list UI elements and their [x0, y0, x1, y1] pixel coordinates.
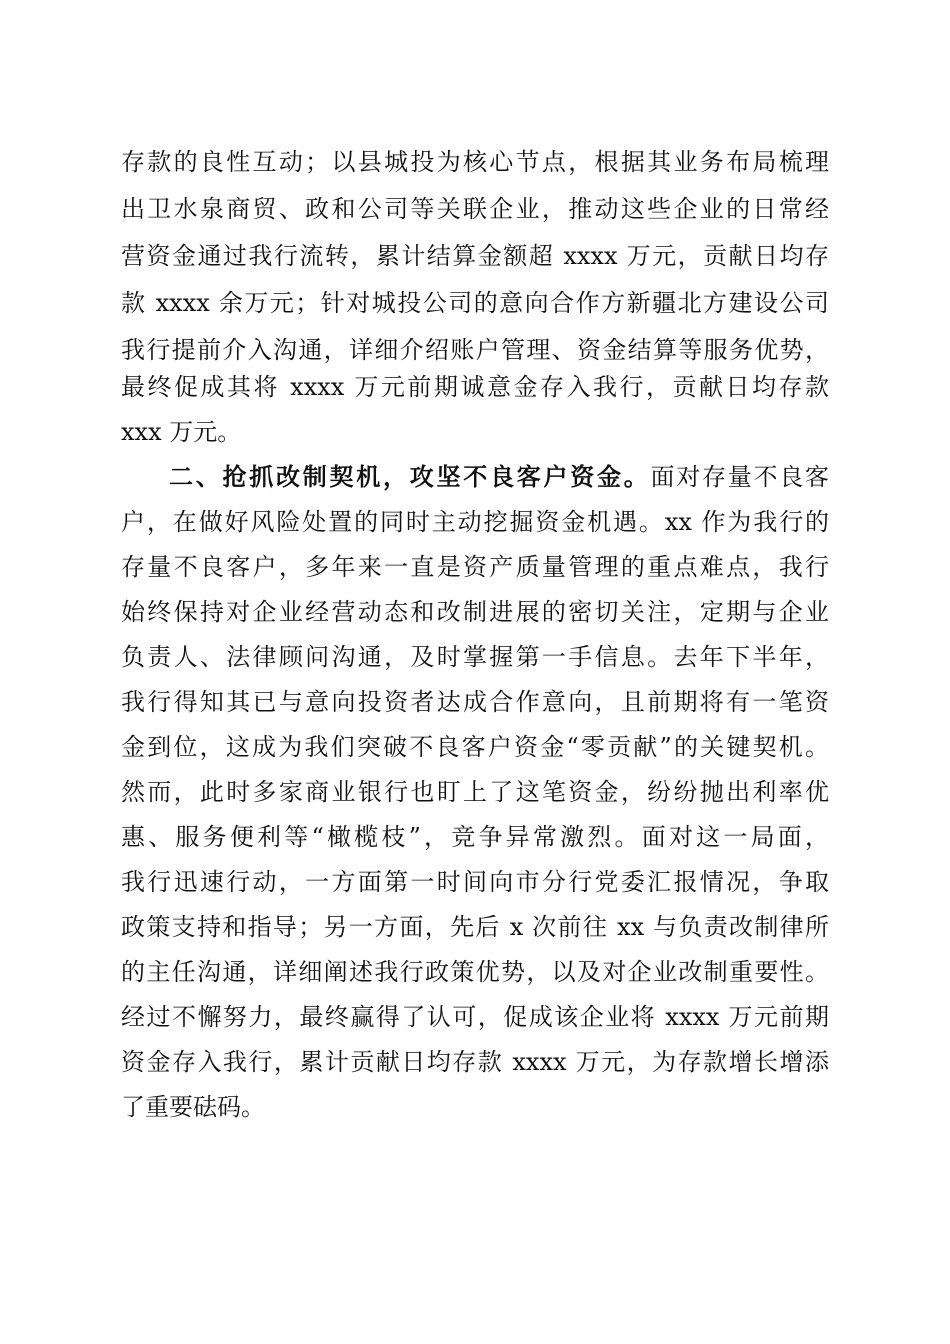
paragraph-1-line-1: 存款的良性互动；以县城投为核心节点，根据其业务布局梳理 [121, 148, 829, 176]
paragraph-1-line-4: 款 xxxx 余万元；针对城投公司的意向合作方新疆北方建设公司 [121, 289, 829, 317]
section-heading: 二、抢抓改制契机，攻坚不良客户资金。 [169, 463, 651, 491]
paragraph-1-line-5: 我行提前介入沟通，详细介绍账户管理、资金结算等服务优势， [121, 336, 829, 364]
paragraph-2-line-14: 资金存入我行，累计贡献日均存款 xxxx 万元，为存款增长增添 [121, 1048, 829, 1076]
paragraph-2-line-3: 存量不良客户，多年来一直是资产质量管理的重点难点，我行 [121, 553, 829, 581]
paragraph-2-line-13: 经过不懈努力，最终赢得了认可，促成该企业将 xxxx 万元前期 [121, 1003, 829, 1031]
paragraph-2-line-6: 我行得知其已与意向投资者达成合作意向，且前期将有一笔资 [121, 688, 829, 716]
paragraph-1-line-3: 营资金通过我行流转，累计结算金额超 xxxx 万元，贡献日均存 [121, 242, 829, 270]
paragraph-2-line-5: 负责人、法律顾问沟通，及时掌握第一手信息。去年下半年， [121, 643, 829, 671]
paragraph-2-line-2: 户，在做好风险处置的同时主动挖掘资金机遇。xx 作为我行的 [121, 508, 829, 536]
paragraph-1-line-7: xxx 万元。 [121, 418, 242, 446]
paragraph-2-line-9: 惠、服务便利等“橄榄枝”，竞争异常激烈。面对这一局面， [121, 823, 829, 851]
paragraph-2-line-1-rest: 面对存量不良客 [650, 463, 829, 491]
paragraph-1-line-6: 最终促成其将 xxxx 万元前期诚意金存入我行，贡献日均存款 [121, 373, 829, 401]
paragraph-2-line-7: 金到位，这成为我们突破不良客户资金“零贡献”的关键契机。 [121, 733, 829, 761]
paragraph-2-line-10: 我行迅速行动，一方面第一时间向市分行党委汇报情况，争取 [121, 868, 829, 896]
paragraph-2-line-4: 始终保持对企业经营动态和改制进展的密切关注，定期与企业 [121, 598, 829, 626]
paragraph-1-line-2: 出卫水泉商贸、政和公司等关联企业，推动这些企业的日常经 [121, 195, 829, 223]
paragraph-2-first-line [169, 457, 829, 497]
paragraph-2-line-15: 了重要砝码。 [121, 1093, 265, 1121]
paragraph-2-line-8: 然而，此时多家商业银行也盯上了这笔资金，纷纷抛出利率优 [121, 778, 829, 806]
paragraph-2-line-11: 政策支持和指导；另一方面，先后 x 次前往 xx 与负责改制律所 [121, 913, 829, 941]
paragraph-2-line-12: 的主任沟通，详细阐述我行政策优势，以及对企业改制重要性。 [121, 958, 829, 986]
